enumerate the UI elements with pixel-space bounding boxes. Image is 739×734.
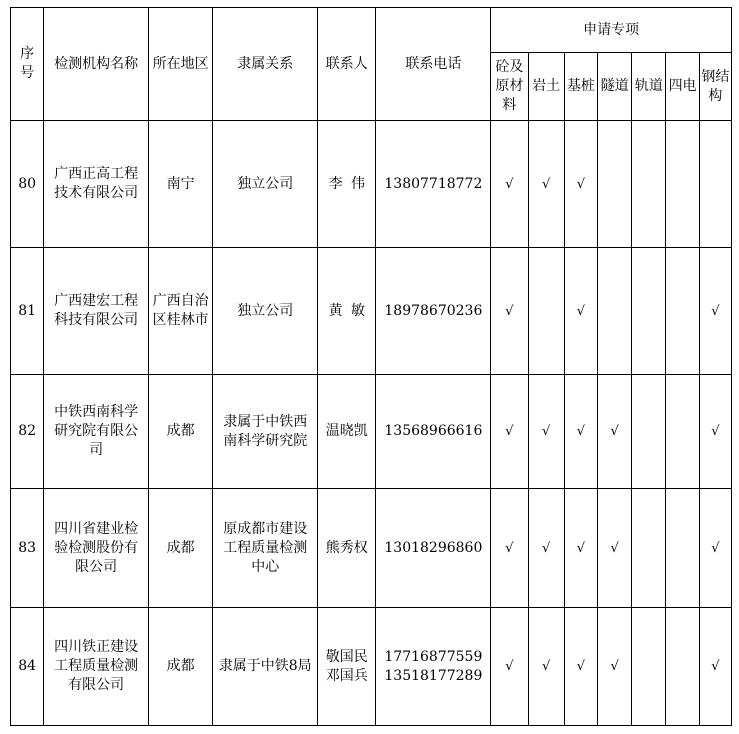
contact-name: 熊秀权	[325, 539, 368, 556]
header-item: 基桩	[564, 53, 597, 121]
check-mark-icon: √	[505, 424, 514, 439]
cell-item-check	[666, 489, 699, 608]
cell-affiliation: 原成都市建设工程质量检测中心	[213, 489, 318, 608]
cell-affiliation: 隶属于中铁西南科学研究院	[213, 375, 318, 489]
cell-contact	[318, 121, 376, 248]
contact-name: 李伟	[328, 175, 374, 192]
cell-item-check	[597, 489, 631, 608]
header-item: 钢结构	[699, 53, 731, 121]
cell-item-check	[491, 121, 528, 248]
cell-region: 成都	[148, 489, 212, 608]
cell-affiliation: 独立公司	[213, 121, 318, 248]
contact-name: 黄敏	[328, 302, 374, 319]
cell-item-check	[632, 608, 666, 726]
cell-seq: 82	[11, 375, 44, 489]
cell-contact	[318, 608, 376, 726]
cell-item-check	[528, 375, 564, 489]
cell-item-check	[666, 121, 699, 248]
cell-item-check	[699, 608, 731, 726]
cell-phone	[376, 608, 491, 726]
cell-contact	[318, 248, 376, 375]
cell-item-check	[632, 489, 666, 608]
check-mark-icon: √	[711, 303, 720, 319]
check-mark-icon: √	[576, 540, 586, 556]
cell-phone	[376, 248, 491, 375]
cell-region: 南宁	[148, 121, 212, 248]
check-mark-icon: √	[576, 176, 586, 192]
cell-item-check	[564, 608, 597, 726]
cell-item-check	[666, 248, 699, 375]
cell-phone	[376, 489, 491, 608]
cell-item-check	[597, 608, 631, 726]
cell-item-check	[564, 375, 597, 489]
cell-item-check	[632, 248, 666, 375]
header-item: 隧道	[597, 53, 631, 121]
cell-item-check	[491, 375, 528, 489]
check-mark-icon: √	[576, 424, 586, 439]
check-mark-icon: √	[711, 540, 720, 556]
check-mark-icon: √	[541, 424, 551, 439]
table-row	[11, 121, 732, 248]
cell-phone	[376, 121, 491, 248]
cell-item-check	[699, 248, 731, 375]
cell-affiliation: 隶属于中铁8局	[213, 608, 318, 726]
phone-number: 13518177289	[384, 667, 483, 684]
check-mark-icon: √	[711, 659, 720, 674]
table-body	[11, 121, 732, 726]
check-mark-icon: √	[576, 303, 586, 319]
cell-item-check	[491, 248, 528, 375]
table-row	[11, 375, 732, 489]
check-mark-icon: √	[610, 540, 619, 556]
cell-item-check	[564, 121, 597, 248]
header-item: 轨道	[632, 53, 666, 121]
cell-contact	[318, 375, 376, 489]
phone-number: 17716877559	[384, 648, 483, 665]
cell-item-check	[666, 375, 699, 489]
check-mark-icon: √	[505, 659, 514, 674]
cell-item-check	[528, 608, 564, 726]
header-item: 岩土	[528, 53, 564, 121]
check-mark-icon: √	[505, 176, 514, 192]
cell-item-check	[699, 375, 731, 489]
header-region: 所在地区	[148, 8, 212, 121]
header-contact: 联系人	[318, 8, 376, 121]
inspection-agency-table	[10, 7, 732, 726]
phone-number: 13568966616	[384, 423, 483, 439]
cell-contact	[318, 489, 376, 608]
cell-item-check	[632, 121, 666, 248]
table-row	[11, 489, 732, 608]
check-mark-icon: √	[505, 303, 514, 319]
check-mark-icon: √	[541, 540, 551, 556]
check-mark-icon: √	[505, 540, 514, 556]
contact-name: 温晓凯	[325, 423, 368, 439]
cell-seq: 81	[11, 248, 44, 375]
cell-name: 四川铁正建设工程质量检测有限公司	[44, 608, 149, 726]
cell-item-check	[491, 608, 528, 726]
cell-seq: 80	[11, 121, 44, 248]
cell-item-check	[632, 375, 666, 489]
cell-item-check	[699, 489, 731, 608]
cell-item-check	[491, 489, 528, 608]
cell-region: 成都	[148, 375, 212, 489]
header-items-group: 申请专项	[491, 8, 732, 53]
cell-name: 四川省建业检验检测股份有限公司	[44, 489, 149, 608]
header-phone: 联系电话	[376, 8, 491, 121]
check-mark-icon: √	[711, 424, 720, 439]
phone-number: 13018296860	[384, 539, 483, 556]
cell-name: 广西建宏工程科技有限公司	[44, 248, 149, 375]
cell-item-check	[564, 489, 597, 608]
cell-item-check	[528, 489, 564, 608]
check-mark-icon: √	[576, 659, 586, 674]
cell-region: 成都	[148, 608, 212, 726]
cell-seq: 84	[11, 608, 44, 726]
cell-item-check	[699, 121, 731, 248]
phone-number: 18978670236	[384, 302, 483, 319]
table-row	[11, 608, 732, 726]
phone-number: 13807718772	[384, 175, 483, 192]
cell-name: 中铁西南科学研究院有限公司	[44, 375, 149, 489]
check-mark-icon: √	[610, 424, 619, 439]
cell-region: 广西自治区桂林市	[148, 248, 212, 375]
check-mark-icon: √	[610, 659, 619, 674]
header-item: 砼及原材料	[491, 53, 528, 121]
cell-item-check	[564, 248, 597, 375]
cell-name: 广西正高工程技术有限公司	[44, 121, 149, 248]
cell-item-check	[597, 121, 631, 248]
contact-name: 敬国民邓国兵	[325, 648, 368, 684]
table-row	[11, 248, 732, 375]
header-seq: 序号	[11, 8, 44, 121]
header-item: 四电	[666, 53, 699, 121]
cell-item-check	[597, 375, 631, 489]
check-mark-icon: √	[541, 659, 551, 674]
cell-phone	[376, 375, 491, 489]
cell-item-check	[528, 121, 564, 248]
cell-item-check	[528, 248, 564, 375]
cell-item-check	[597, 248, 631, 375]
header-affiliation: 隶属关系	[213, 8, 318, 121]
cell-seq: 83	[11, 489, 44, 608]
header-name: 检测机构名称	[44, 8, 149, 121]
cell-item-check	[666, 608, 699, 726]
check-mark-icon: √	[541, 176, 551, 192]
cell-affiliation: 独立公司	[213, 248, 318, 375]
table-header	[11, 8, 732, 121]
